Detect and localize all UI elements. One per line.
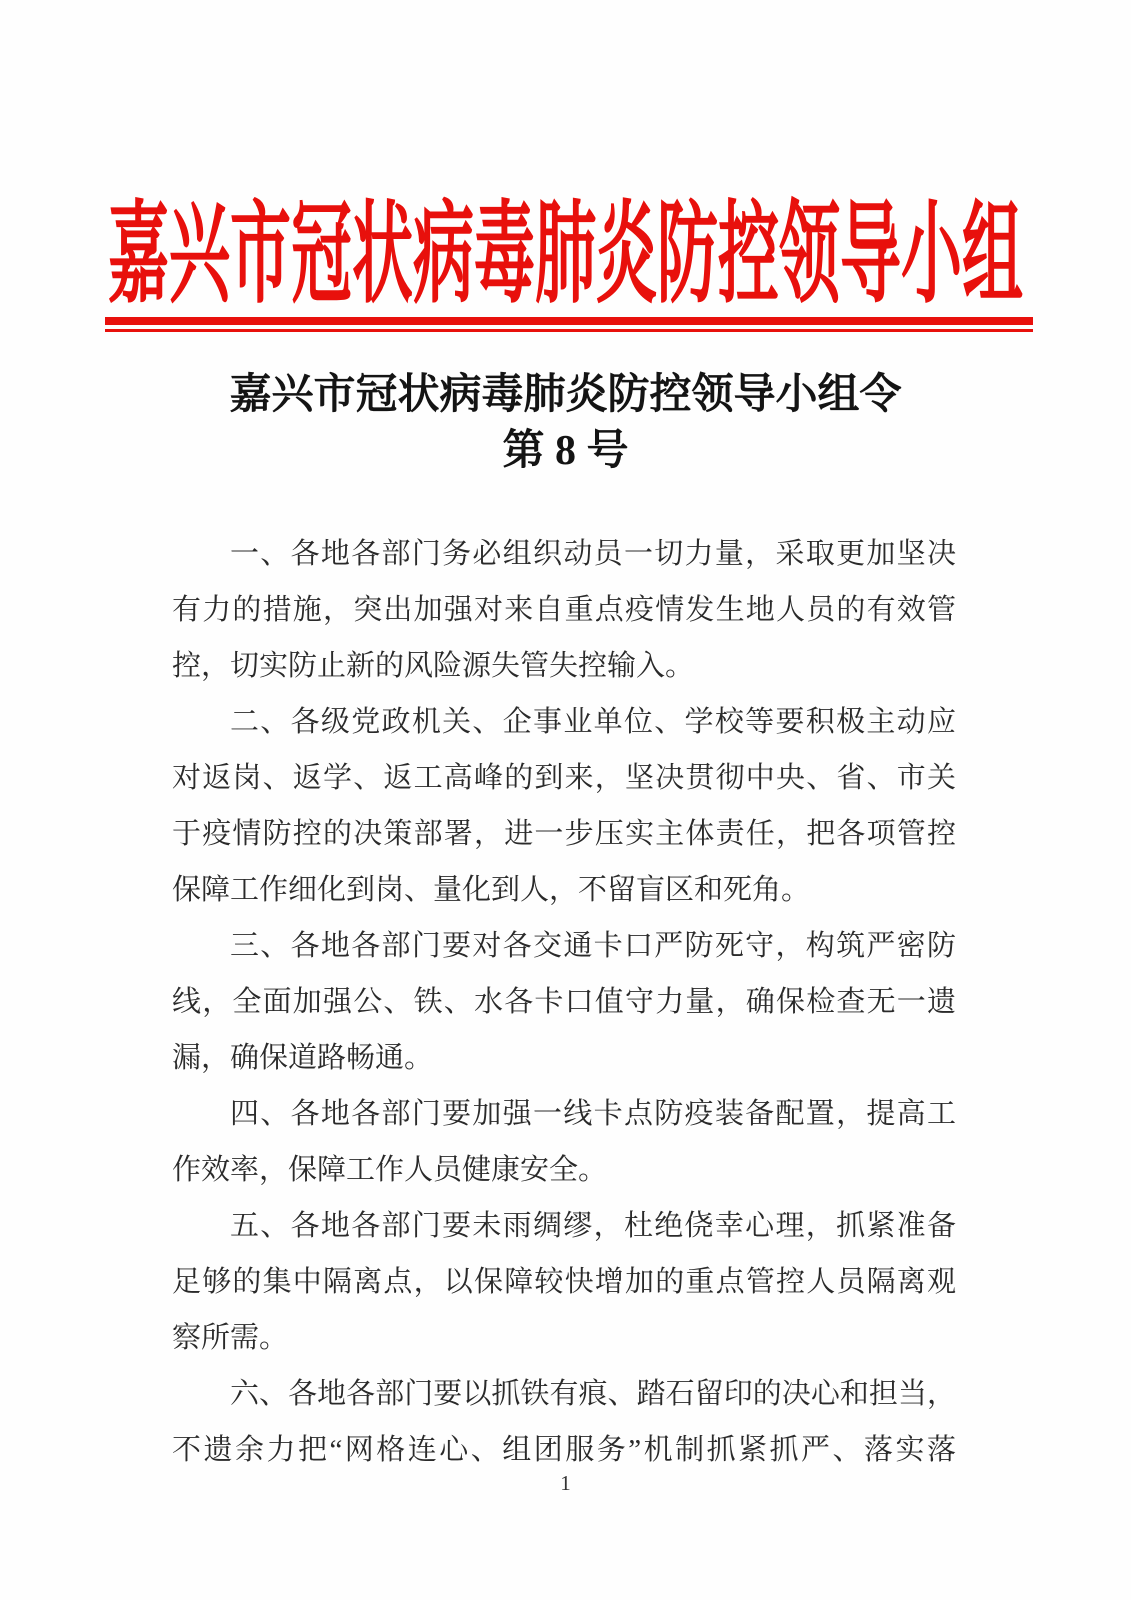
paragraph	[172, 1198, 956, 1366]
text-line: 控，切实防止新的风险源失管失控输入。	[172, 650, 695, 682]
separator-thin-rule	[105, 329, 1033, 332]
paragraph	[172, 1086, 956, 1198]
text-line: 六、各地各部门要以抓铁有痕、踏石留印的决心和担当，	[230, 1378, 956, 1410]
masthead	[0, 186, 1131, 317]
text-line: 作效率，保障工作人员健康安全。	[172, 1154, 608, 1186]
text-line: 足够的集中隔离点，以保障较快增加的重点管控人员隔离观	[172, 1266, 956, 1298]
text-line: 一、各地各部门务必组织动员一切力量，采取更加坚决	[230, 538, 956, 570]
text-line: 漏，确保道路畅通。	[172, 1042, 434, 1074]
document-number: 第 8 号	[502, 428, 629, 474]
separator-thick-rule	[105, 317, 1033, 325]
text-line: 四、各地各部门要加强一线卡点防疫装备配置，提高工	[230, 1098, 956, 1130]
masthead-org-name: 嘉兴市冠状病毒肺炎防控领导小组	[107, 194, 1023, 317]
text-line: 不遗余力把“网格连心、组团服务”机制抓紧抓严、落实落	[172, 1434, 956, 1466]
text-line: 有力的措施，突出加强对来自重点疫情发生地人员的有效管	[172, 594, 956, 626]
text-line: 保障工作细化到岗、量化到人，不留盲区和死角。	[172, 874, 811, 906]
paragraph	[172, 1366, 956, 1478]
text-line: 于疫情防控的决策部署，进一步压实主体责任，把各项管控	[172, 818, 956, 850]
red-separator-line	[105, 317, 1033, 332]
document-body	[172, 526, 956, 1478]
text-line: 线，全面加强公、铁、水各卡口值守力量，确保检查无一遗	[172, 986, 956, 1018]
text-line: 察所需。	[172, 1322, 289, 1354]
paragraph	[172, 694, 956, 918]
page-number: 1	[560, 1471, 571, 1495]
document-title: 嘉兴市冠状病毒肺炎防控领导小组令	[229, 372, 902, 418]
text-line: 二、各级党政机关、企事业单位、学校等要积极主动应	[230, 706, 956, 738]
paragraph	[172, 526, 956, 694]
text-line: 五、各地各部门要未雨绸缪，杜绝侥幸心理，抓紧准备	[230, 1210, 956, 1242]
text-line: 三、各地各部门要对各交通卡口严防死守，构筑严密防	[230, 930, 956, 962]
text-line: 对返岗、返学、返工高峰的到来，坚决贯彻中央、省、市关	[172, 762, 956, 794]
paragraph	[172, 918, 956, 1086]
